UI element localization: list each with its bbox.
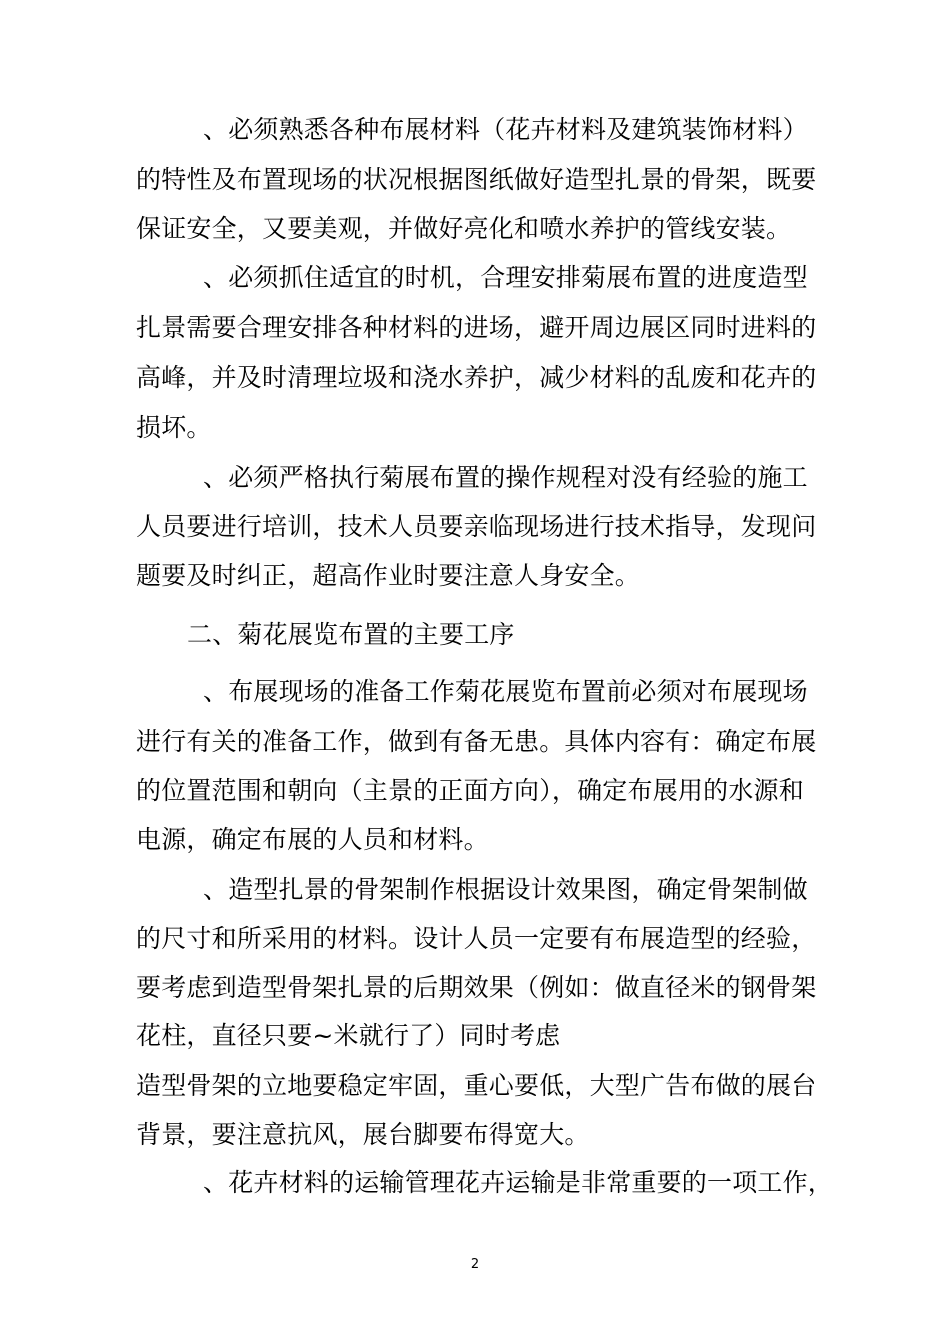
paragraph-line: 的尺寸和所采用的材料。设计人员一定要有布展造型的经验， — [136, 924, 817, 953]
paragraph-line: 、造型扎景的骨架制作根据设计效果图，确定骨架制做 — [203, 875, 808, 904]
section-heading: 二、菊花展览布置的主要工序 — [187, 620, 515, 649]
paragraph-line: 进行有关的准备工作，做到有备无患。具体内容有：确定布展 — [136, 727, 817, 756]
paragraph-line: 、花卉材料的运输管理花卉运输是非常重要的一项工作， — [203, 1168, 834, 1197]
paragraph-line: 高峰，并及时清理垃圾和浇水养护，减少材料的乱废和花卉的 — [136, 363, 817, 392]
paragraph-line: 、必须抓住适宜的时机，合理安排菊展布置的进度造型 — [203, 263, 808, 292]
paragraph-line: 损坏。 — [136, 413, 212, 442]
paragraph-line: 花柱，直径只要~米就行了）同时考虑 — [136, 1021, 561, 1050]
paragraph-line: 、必须严格执行菊展布置的操作规程对没有经验的施工 — [203, 463, 808, 492]
page-number: 2 — [470, 1257, 480, 1272]
paragraph-line: 、布展现场的准备工作菊花展览布置前必须对布展现场 — [203, 677, 808, 706]
paragraph-line: 题要及时纠正，超高作业时要注意人身安全。 — [136, 561, 641, 590]
paragraph-line: 背景，要注意抗风，展台脚要布得宽大。 — [136, 1120, 590, 1149]
paragraph-line: 的特性及布置现场的状况根据图纸做好造型扎景的骨架，既要 — [136, 165, 817, 194]
paragraph-line: 人员要进行培训，技术人员要亲临现场进行技术指导，发现问 — [136, 512, 817, 541]
paragraph-line: 保证安全，又要美观，并做好亮化和喷水养护的管线安装。 — [136, 214, 792, 243]
paragraph-line: 扎景需要合理安排各种材料的进场，避开周边展区同时进料的 — [136, 313, 817, 342]
paragraph-line: 的位置范围和朝向（主景的正面方向），确定布展用的水源和 — [136, 776, 804, 805]
paragraph-line: 要考虑到造型骨架扎景的后期效果（例如：做直径米的钢骨架 — [136, 973, 817, 1002]
paragraph-line: 电源，确定布展的人员和材料。 — [136, 825, 489, 854]
paragraph-line: 造型骨架的立地要稳定牢固，重心要低，大型广告布做的展台 — [136, 1071, 817, 1100]
paragraph-line: 、必须熟悉各种布展材料（花卉材料及建筑装饰材料） — [203, 115, 808, 144]
